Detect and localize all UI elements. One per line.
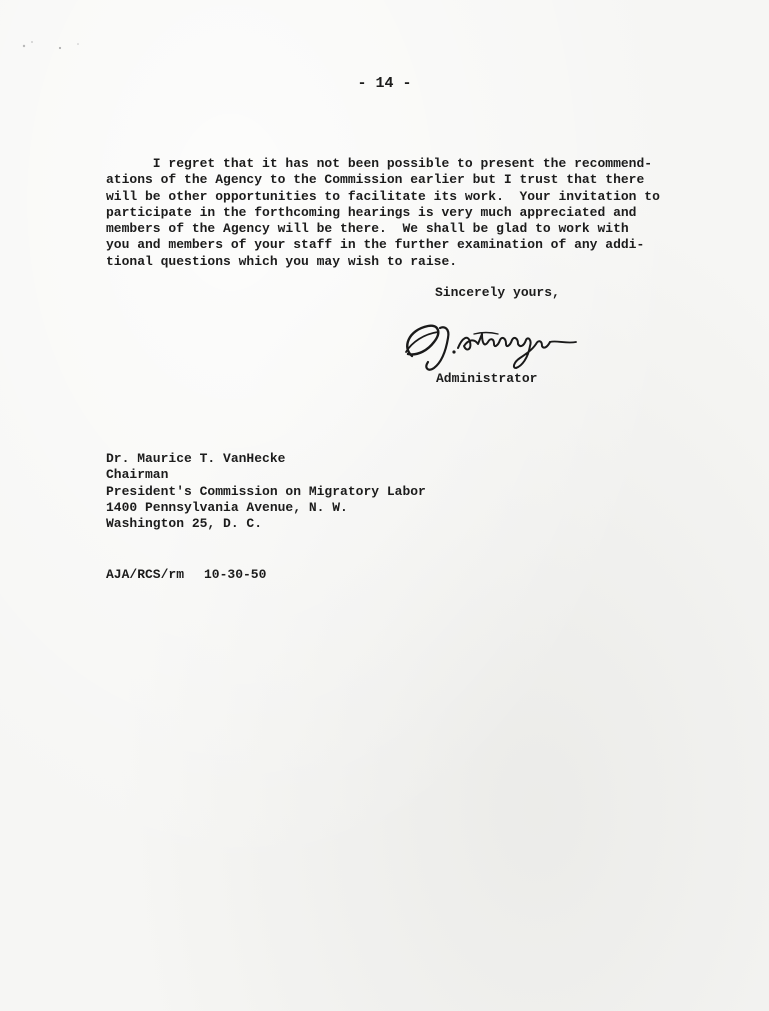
- recipient-city: Washington 25, D. C.: [106, 516, 263, 532]
- signature-title: Administrator: [436, 371, 538, 386]
- recipient-title: Chairman: [106, 467, 169, 483]
- recipient-street: 1400 Pennsylvania Avenue, N. W.: [106, 499, 348, 515]
- closing-salutation: Sincerely yours,: [435, 285, 560, 300]
- reference-date: 10-30-50: [204, 567, 267, 582]
- recipient-address: [106, 451, 426, 532]
- body-line: participate in the forthcoming hearings is very much appreciated and: [106, 204, 637, 220]
- reference-line: [106, 567, 266, 583]
- body-line: will be other opportunities to facilitate its work. Your invitation to: [106, 188, 660, 204]
- body-line: I regret that it has not been possible to present the recommend-: [106, 156, 653, 171]
- paper-edge-marks: [20, 36, 90, 56]
- body-line: you and members of your staff in the further examination of any addi-: [106, 237, 645, 253]
- recipient-name: Dr. Maurice T. VanHecke: [106, 451, 286, 466]
- body-paragraph: [106, 156, 686, 270]
- handwritten-signature: [398, 312, 588, 374]
- body-line: members of the Agency will be there. We shall be glad to work with: [106, 221, 629, 237]
- reference-initials: AJA/RCS/rm: [106, 567, 185, 582]
- recipient-organization: President's Commission on Migratory Labor: [106, 483, 426, 499]
- body-line: ations of the Agency to the Commission earlier but I trust that there: [106, 172, 645, 188]
- page-number: - 14 -: [357, 75, 412, 92]
- body-line: tional questions which you may wish to raise.: [106, 253, 458, 269]
